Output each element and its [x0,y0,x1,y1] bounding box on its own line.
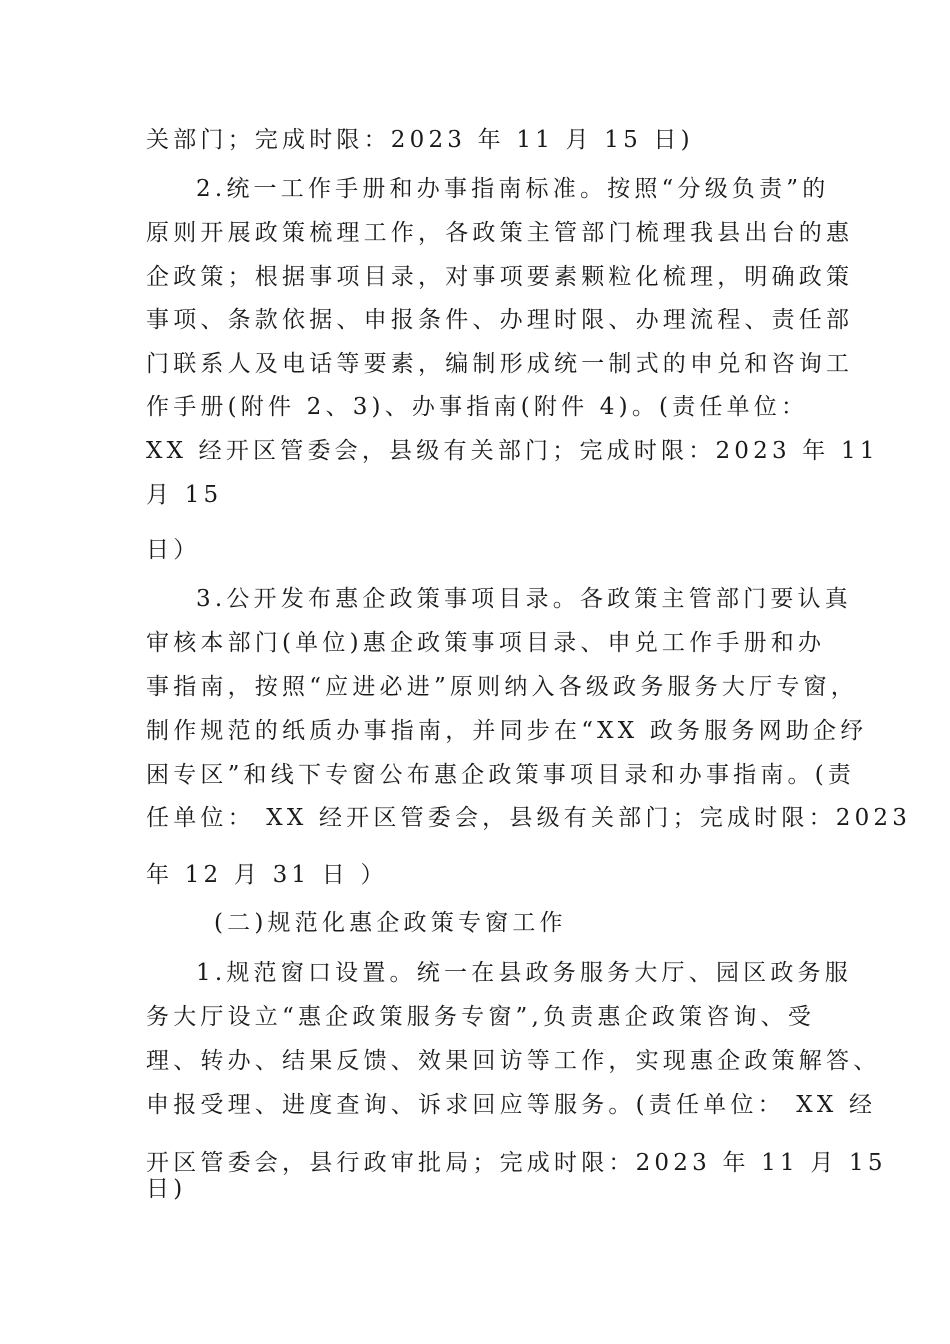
text-line: 日） [146,537,201,563]
text-line: 日) [146,1176,187,1202]
text-line: XX 经开区管委会，县级有关部门；完成时限：2023 年 11 [146,438,879,464]
text-line: 任单位： XX 经开区管委会，县级有关部门；完成时限：2023 [146,805,912,831]
text-line: 开区管委会，县行政审批局；完成时限：2023 年 11 月 15 [146,1150,887,1176]
text-line: 关部门；完成时限：2023 年 11 月 15 日) [146,127,694,153]
text-line: 作手册(附件 2、3)、办事指南(附件 4)。(责任单位： [146,394,809,420]
text-line: 年 12 月 31 日 ） [146,862,388,888]
text-line: 企政策；根据事项目录，对事项要素颗粒化梳理，明确政策 [146,264,854,290]
text-line: 理、转办、结果反馈、效果回访等工作，实现惠企政策解答、 [146,1048,881,1074]
text-line: 务大厅设立“惠企政策服务专窗”,负责惠企政策咨询、受 [146,1004,816,1030]
paragraph-item-1-start: 1.规范窗口设置。统一在县政务服务大厅、园区政务服 [196,960,852,986]
paragraph-item-2-start: 2.统一工作手册和办事指南标准。按照“分级负责”的 [196,176,830,202]
text-line: 困专区”和线下专窗公布惠企政策事项目录和办事指南。(责 [146,762,856,788]
text-line: 事指南，按照“应进必进”原则纳入各级政务服务大厅专窗， [146,674,858,700]
text-line: 事项、条款依据、申报条件、办理时限、办理流程、责任部 [146,307,854,333]
text-line: 申报受理、进度查询、诉求回应等服务。(责任单位： XX 经 [146,1092,877,1118]
text-line: 审核本部门(单位)惠企政策事项目录、申兑工作手册和办 [146,630,826,656]
section-heading: (二)规范化惠企政策专窗工作 [214,910,567,936]
paragraph-item-3-start: 3.公开发布惠企政策事项目录。各政策主管部门要认真 [196,586,852,612]
text-line: 门联系人及电话等要素，编制形成统一制式的申兑和咨询工 [146,351,854,377]
text-line: 原则开展政策梳理工作，各政策主管部门梳理我县出台的惠 [146,220,854,246]
text-line: 制作规范的纸质办事指南，并同步在“XX 政务服务网助企纾 [146,718,868,744]
text-line: 月 15 [146,482,223,508]
